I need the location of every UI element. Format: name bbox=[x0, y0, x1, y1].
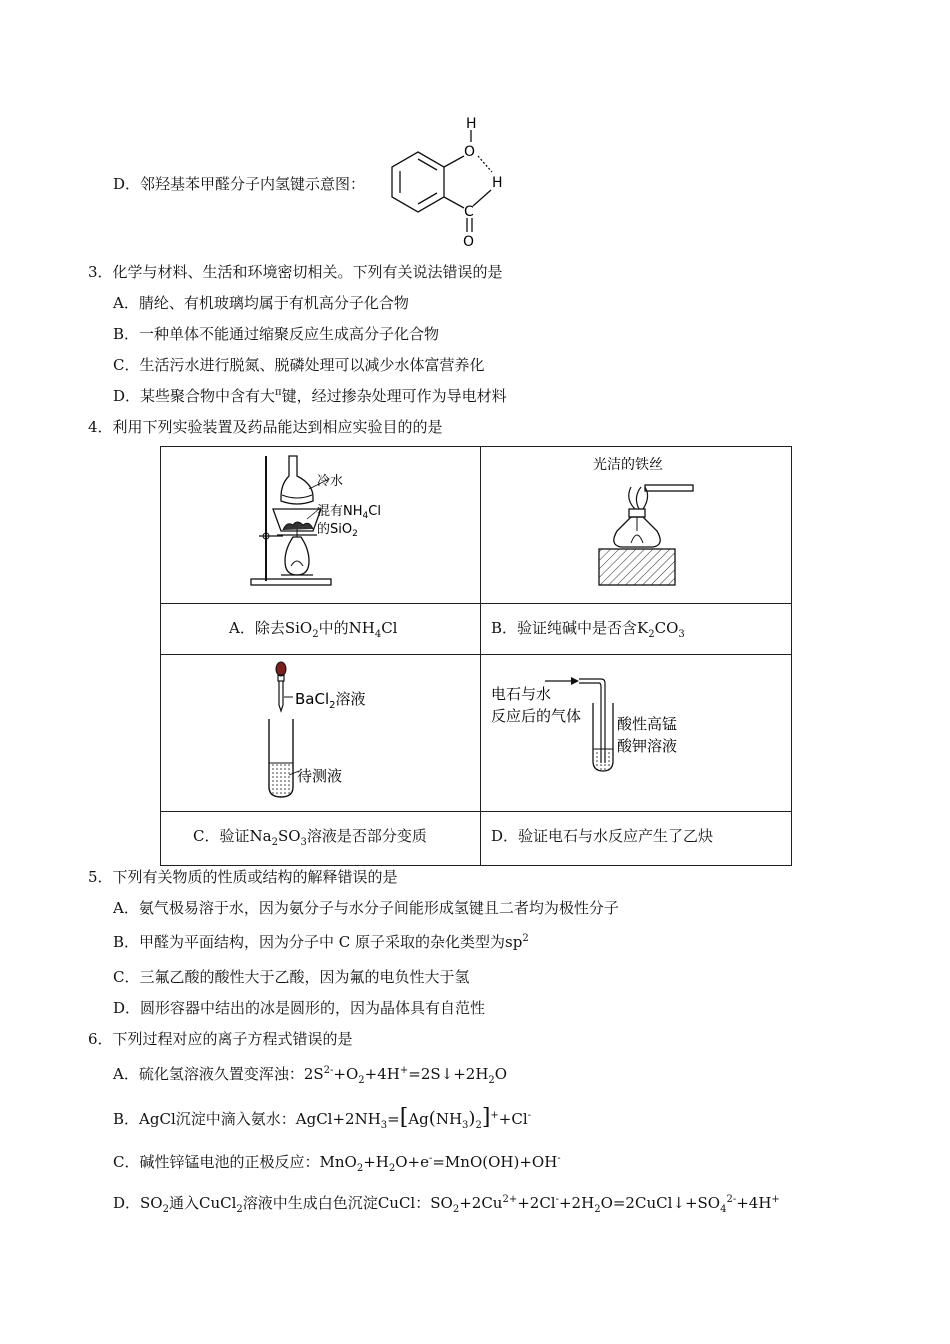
q6-option-c: C．碱性锌锰电池的正极反应：$MnO_2+H_2O+e^-=MnO(OH)+OH^-$ bbox=[113, 1153, 561, 1174]
q5-stem: 5．下列有关物质的性质或结构的解释错误的是 bbox=[88, 868, 398, 886]
q5-option-a: A．氨气极易溶于水，因为氨分子与水分子间能形成氢键且二者均为极性分子 bbox=[113, 899, 619, 917]
q5-option-b: B．甲醛为平面结构，因为分子中 C 原子采取的杂化类型为$sp^2$ bbox=[113, 933, 529, 951]
sublimation-apparatus bbox=[241, 451, 441, 601]
o-atom-bottom: O bbox=[463, 234, 475, 250]
q6-option-d: D．$SO_2$通入CuCl$_2$溶液中生成白色沉淀CuCl：$SO_2+2Cu^{2+}+2Cl^-+2H_2O=2CuCl↓+SO_4^{2-}+4H^+$ bbox=[113, 1194, 780, 1215]
salicylaldehyde-structure bbox=[388, 110, 518, 250]
caption-b: B．验证纯碱中是否含$K_2CO_3$ bbox=[491, 619, 685, 640]
o-atom-top: O bbox=[464, 144, 476, 160]
q3-stem: 3．化学与材料、生活和环境密切相关。下列有关说法错误的是 bbox=[88, 263, 503, 281]
q3-option-b: B．一种单体不能通过缩聚反应生成高分子化合物 bbox=[113, 325, 440, 343]
q6-stem: 6．下列过程对应的离子方程式错误的是 bbox=[88, 1030, 353, 1048]
q3-option-d: D．某些聚合物中含有大$^\pi$键，经过掺杂处理可作为导电材料 bbox=[113, 387, 507, 405]
q3-option-a: A．腈纶、有机玻璃均属于有机高分子化合物 bbox=[113, 294, 409, 312]
q6-option-a: A．硫化氢溶液久置变浑浊：$2S^{2-}+O_2+4H^+=2S↓+2H_2O$ bbox=[113, 1065, 508, 1086]
caption-c: C．验证$Na_2SO_3$溶液是否部分变质 bbox=[193, 827, 427, 848]
label-sample: 待测液 bbox=[297, 767, 343, 785]
q3-option-c: C．生活污水进行脱氮、脱磷处理可以减少水体富营养化 bbox=[113, 356, 485, 374]
gas-bubbling-apparatus bbox=[487, 667, 787, 807]
caption-a: A．除去SiO$_2$中的$NH_4Cl$ bbox=[229, 619, 398, 640]
label-mixture: 混有$NH_4Cl$ bbox=[317, 504, 381, 521]
q2-option-d: D．邻羟基苯甲醛分子内氢键示意图： bbox=[113, 175, 366, 193]
flame-test-apparatus bbox=[581, 451, 761, 601]
h-atom-right: H bbox=[492, 175, 503, 191]
label-sio2: 的SiO$_2$ bbox=[317, 522, 358, 539]
caption-d: D．验证电石与水反应产生了乙炔 bbox=[491, 827, 714, 845]
label-gas-line2: 反应后的气体 bbox=[491, 707, 582, 725]
h-atom-top: H bbox=[466, 116, 477, 132]
q6-option-b: B．AgCl沉淀中滴入氨水：$AgCl+2NH_3=[Ag(NH_3)_2]^++Cl^-$ bbox=[113, 1105, 532, 1131]
q5-option-c: C．三氟乙酸的酸性大于乙酸，因为氟的电负性大于氢 bbox=[113, 968, 470, 986]
q5-option-d: D．圆形容器中结出的冰是圆形的，因为晶体具有自范性 bbox=[113, 999, 486, 1017]
label-cold-water: 冷水 bbox=[317, 474, 344, 489]
label-kmno4-line1: 酸性高锰 bbox=[617, 715, 678, 733]
dropper-test-tube bbox=[251, 659, 451, 809]
q4-stem: 4．利用下列实验装置及药品能达到相应实验目的的是 bbox=[88, 418, 443, 436]
c-atom: C bbox=[464, 204, 474, 220]
label-iron-wire: 光洁的铁丝 bbox=[593, 457, 663, 473]
label-kmno4-line2: 酸钾溶液 bbox=[617, 737, 678, 755]
label-gas-line1: 电石与水 bbox=[491, 685, 552, 703]
label-bacl2: BaCl$_2$溶液 bbox=[295, 690, 366, 711]
apparatus-table bbox=[160, 446, 792, 866]
